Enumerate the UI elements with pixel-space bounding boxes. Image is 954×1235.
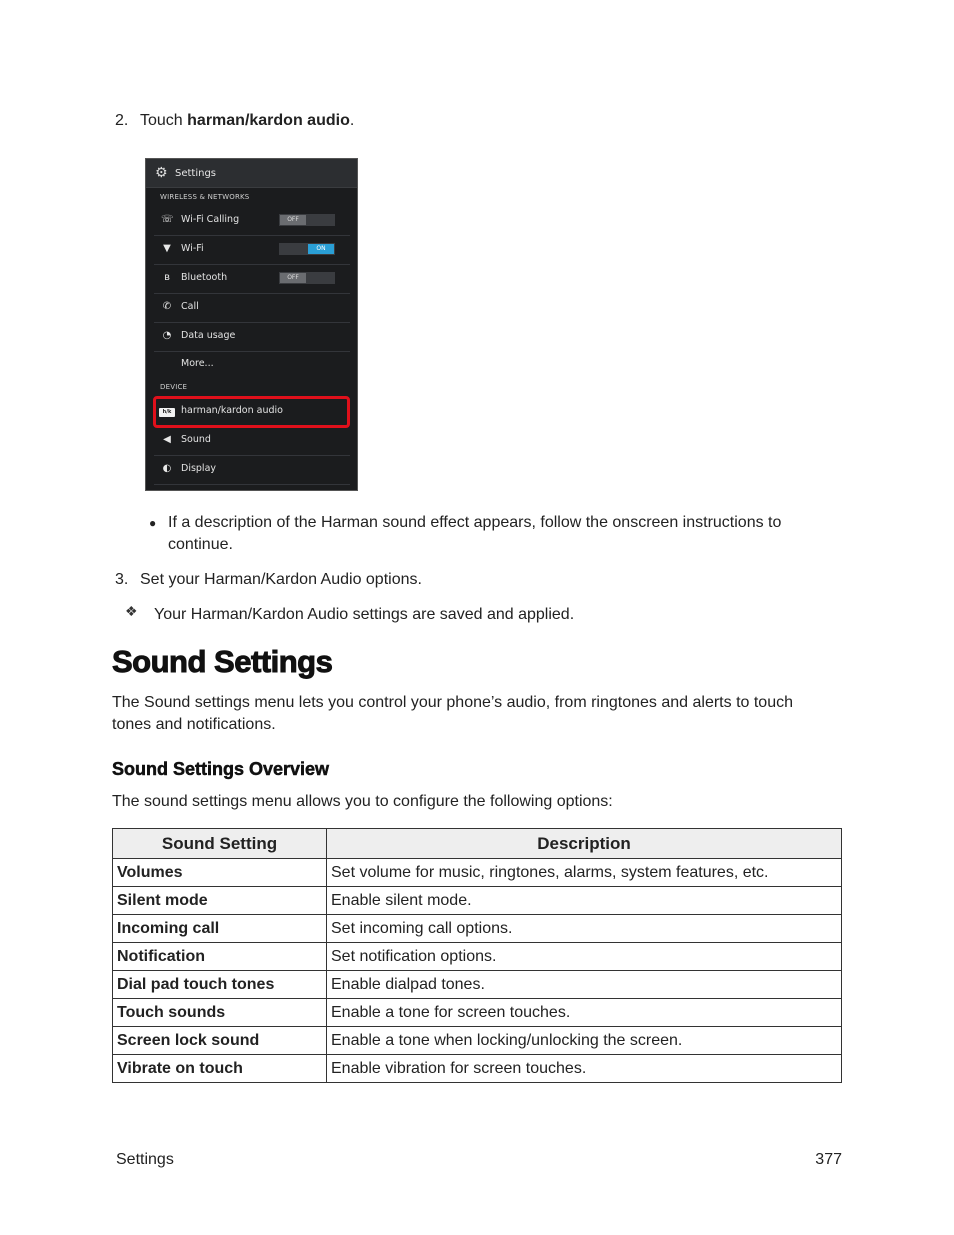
setting-description: Enable a tone when locking/unlocking the screen. [327, 1027, 842, 1055]
setting-name: Dial pad touch tones [113, 971, 327, 999]
row-display[interactable] [154, 456, 350, 485]
setting-description: Enable a tone for screen touches. [327, 999, 842, 1027]
table-row [113, 943, 842, 971]
page-heading: Sound Settings [112, 644, 333, 679]
step-bold-text: harman/kardon audio [187, 112, 350, 129]
table-header-row [113, 829, 842, 859]
harman-kardon-logo-text: h/k [159, 408, 175, 417]
highlight-box [153, 396, 350, 428]
setting-description: Set notification options. [327, 943, 842, 971]
phone-settings-screenshot [145, 158, 358, 491]
settings-title: Settings [175, 168, 217, 179]
gear-icon: ⚙ [155, 165, 168, 181]
step-number: 2. [115, 112, 129, 129]
phone-icon: ✆ [162, 301, 172, 312]
wifi-calling-icon: ☏ [161, 214, 174, 225]
toggle-state: OFF [280, 273, 306, 283]
column-header: Sound Setting [113, 829, 327, 859]
wifi-icon: ▼ [163, 243, 171, 254]
display-icon: ◐ [162, 463, 172, 474]
table-row [113, 915, 842, 943]
row-sound[interactable] [154, 427, 350, 456]
setting-name: Notification [113, 943, 327, 971]
setting-name: Touch sounds [113, 999, 327, 1027]
step-3 [115, 569, 422, 591]
setting-name: Silent mode [113, 887, 327, 915]
toggle-switch[interactable] [279, 243, 335, 255]
column-header: Description [327, 829, 842, 859]
setting-description: Enable silent mode. [327, 887, 842, 915]
table-row [113, 999, 842, 1027]
step-suffix: . [349, 112, 355, 129]
table-row [113, 1027, 842, 1055]
row-data-usage[interactable] [154, 323, 350, 352]
diamond-bullet-icon: ❖ [125, 603, 138, 619]
toggle-switch[interactable] [279, 272, 335, 284]
sound-settings-table [112, 828, 842, 1083]
section-device: DEVICE [160, 383, 188, 391]
data-usage-icon: ◔ [162, 330, 172, 341]
table-row [113, 859, 842, 887]
row-label: harman/kardon audio [181, 405, 283, 416]
intro-paragraph: The Sound settings menu lets you control your phone’s audio, from ringtones and alerts to touch tones and notifications. [112, 694, 793, 733]
row-call[interactable] [154, 294, 350, 323]
row-label: Data usage [181, 330, 236, 341]
setting-description: Set volume for music, ringtones, alarms, system features, etc. [327, 859, 842, 887]
step-2 [115, 110, 354, 132]
row-label: Wi-Fi Calling [181, 214, 240, 225]
table-row [113, 1055, 842, 1083]
row-label: Call [181, 301, 199, 312]
step-text: Touch [140, 112, 188, 129]
table-intro: The sound settings menu allows you to configure the following options: [112, 793, 613, 810]
row-label: More... [181, 358, 214, 369]
table-row [113, 971, 842, 999]
bluetooth-icon: ʙ [164, 272, 170, 283]
setting-name: Screen lock sound [113, 1027, 327, 1055]
speaker-icon: ◀ [163, 434, 171, 445]
setting-description: Set incoming call options. [327, 915, 842, 943]
row-label: Bluetooth [181, 272, 228, 283]
row-label: Wi-Fi [181, 243, 204, 254]
bullet-text: If a description of the Harman sound effect appears, follow the onscreen instructions to continue. [168, 514, 782, 553]
setting-name: Volumes [113, 859, 327, 887]
toggle-state: OFF [280, 215, 306, 225]
row-more[interactable] [154, 351, 350, 379]
setting-name: Incoming call [113, 915, 327, 943]
step-text: Set your Harman/Kardon Audio options. [140, 571, 422, 588]
step-number: 3. [115, 571, 129, 588]
section-heading: Sound Settings Overview [112, 759, 330, 779]
toggle-switch[interactable] [279, 214, 335, 226]
bullet-dot-icon: ● [149, 516, 157, 530]
setting-description: Enable dialpad tones. [327, 971, 842, 999]
settings-title-bar [146, 159, 357, 188]
row-label: Sound [181, 434, 211, 445]
row-wifi[interactable] [154, 236, 350, 265]
row-wifi-calling[interactable] [154, 207, 350, 236]
row-label: Display [181, 463, 217, 474]
row-bluetooth[interactable] [154, 265, 350, 294]
toggle-state: ON [308, 244, 334, 254]
footer-section-name: Settings [116, 1151, 174, 1168]
section-wireless-networks: WIRELESS & NETWORKS [160, 193, 250, 201]
footer-page-number: 377 [815, 1151, 842, 1168]
table-row [113, 887, 842, 915]
result-text: Your Harman/Kardon Audio settings are saved and applied. [154, 606, 575, 623]
setting-name: Vibrate on touch [113, 1055, 327, 1083]
setting-description: Enable vibration for screen touches. [327, 1055, 842, 1083]
